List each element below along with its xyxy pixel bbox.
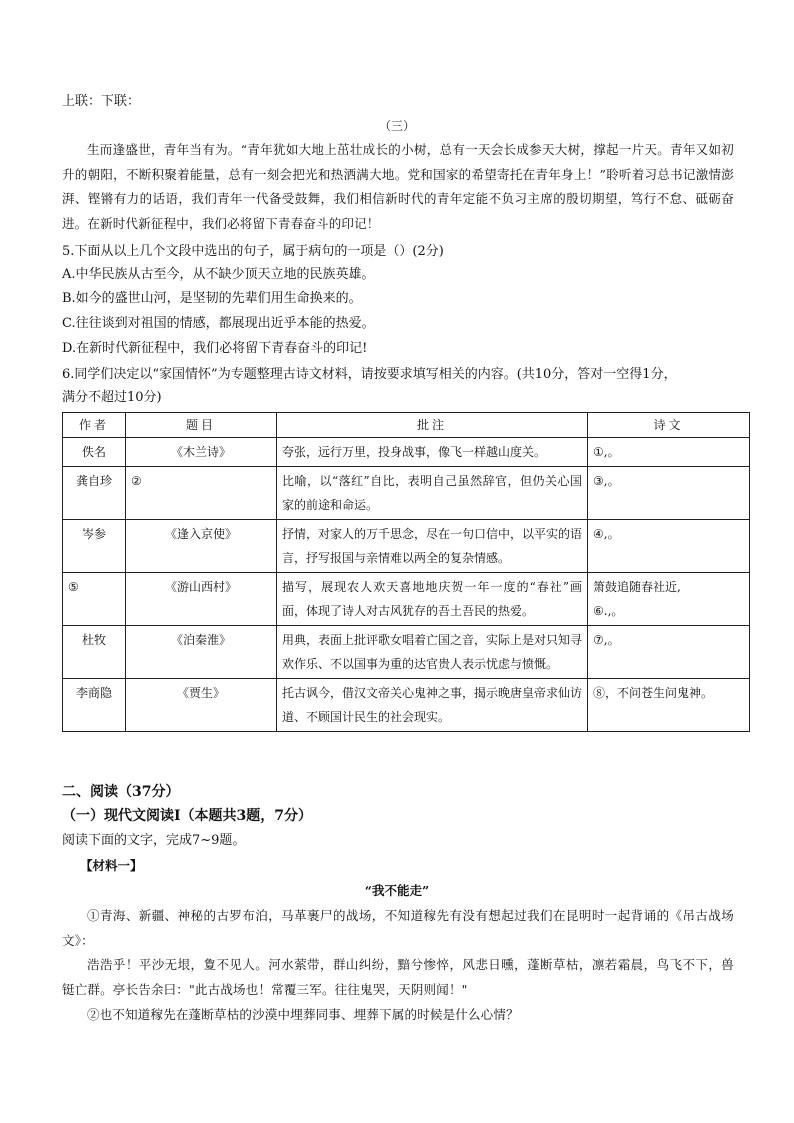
q6-stem-line1: 6.同学们决定以“家国情怀”为专题整理古诗文材料，请按要求填写相关的内容。(共10分，答对一空得1分， xyxy=(62,367,677,382)
material-one-label: 【材料一】 xyxy=(80,858,143,873)
cell-note: 描写，展现农人欢天喜地地庆贺一年一度的“春社”画面，体现了诗人对古风犹存的吾土吾民的热爱。 xyxy=(277,573,588,626)
cell-note: 抒情，对家人的万千思念，尽在一句口信中，以平实的语言，抒写报国与亲情难以两全的复杂情感。 xyxy=(277,520,588,573)
header-title: 题目 xyxy=(126,413,277,438)
table-row xyxy=(63,679,750,732)
article-title: “我不能走” xyxy=(364,883,430,898)
cell-title: 《贾生》 xyxy=(126,679,277,732)
cell-poem: ⑦,。 xyxy=(588,626,750,679)
section-two-heading: 二、阅读（37分） xyxy=(62,784,180,800)
table-header-row xyxy=(63,413,750,438)
article-paragraph-1: ①青海、新疆、神秘的古罗布泊，马革裹尸的战场，不知道稼先有没有想起过我们在昆明时一起背诵的《吊古战场文》： xyxy=(62,908,734,948)
cell-author: 李商隐 xyxy=(63,679,126,732)
cell-title: ② xyxy=(126,467,277,520)
header-poem: 诗文 xyxy=(588,413,750,438)
cell-author: 龚自珍 xyxy=(63,467,126,520)
q5-option-b: B.如今的盛世山河，是坚韧的先辈们用生命换来的。 xyxy=(62,291,362,306)
q5-option-c: C.往往谈到对祖国的情感，都展现出近乎本能的热爱。 xyxy=(62,316,375,331)
couplet-answer-line: 上联：下联： xyxy=(62,94,141,109)
header-author: 作者 xyxy=(63,413,126,438)
cell-author: 岑参 xyxy=(63,520,126,573)
article-paragraph-2: 浩浩乎！平沙无垠，夐不见人。河水萦带，群山纠纷，黯兮惨悴，风悲日曛，蓬断草枯，凛若霜晨，鸟飞不下，兽铤亡群。亭长告余曰："此古战场也！常覆三军。往往鬼哭，天阴则闻！" xyxy=(62,957,734,997)
cell-poem: ④,。 xyxy=(588,520,750,573)
q6-stem-line2: 满分不超过10分) xyxy=(62,390,162,405)
cell-title: 《逢入京使》 xyxy=(126,520,277,573)
cell-note: 比喻，以“落红”自比，表明自己虽然辞官，但仍关心国家的前途和命运。 xyxy=(277,467,588,520)
poetry-table xyxy=(62,412,750,732)
cell-author: 佚名 xyxy=(63,438,126,467)
cell-author: 杜牧 xyxy=(63,626,126,679)
cell-note: 用典，表面上批评歌女唱着亡国之音，实际上是对只知寻欢作乐、不以国事为重的达官贵人表示忧虑与愤慨。 xyxy=(277,626,588,679)
cell-author: ⑤ xyxy=(63,573,126,626)
passage-three: 生而逢盛世，青年当有为。“青年犹如大地上茁壮成长的小树，总有一天会长成参天大树，撑起一片天。青年又如初升的朝阳，不断积聚着能量，总有一刻会把光和热洒满大地。党和国家的希望寄托在青年身上！”聆听着习总书记激情澎湃、铿锵有力的话语，我们青年一代备受鼓舞，我们相信新时代的青年定能不负习主席的殷切期望，笃行不怠、砥砺奋进。在新时代新征程中，我们必将留下青春奋斗的印记！ xyxy=(62,142,734,231)
table-row xyxy=(63,626,750,679)
cell-note: 托古讽今，借汉文帝关心鬼神之事，揭示晚唐皇帝求仙访道、不顾国计民生的社会现实。 xyxy=(277,679,588,732)
table-row xyxy=(63,573,750,626)
cell-poem: 箫鼓追随春社近, ⑥.,。 xyxy=(588,573,750,626)
table-row xyxy=(63,520,750,573)
cell-poem: ③,。 xyxy=(588,467,750,520)
q5-stem: 5.下面从以上几个文段中选出的句子，属于病句的一项是（）(2分) xyxy=(62,244,444,259)
subsection-one-heading: （一）现代文阅读Ⅰ（本题共3题，7分） xyxy=(62,808,313,824)
header-note: 批注 xyxy=(277,413,588,438)
cell-title: 《泊秦淮》 xyxy=(126,626,277,679)
table-row xyxy=(63,467,750,520)
q5-option-d: D.在新时代新征程中，我们必将留下青春奋斗的印记! xyxy=(62,341,368,356)
cell-title: 《木兰诗》 xyxy=(126,438,277,467)
cell-title: 《游山西村》 xyxy=(126,573,277,626)
cell-poem: ①,。 xyxy=(588,438,750,467)
q5-option-a: A.中华民族从古至今，从不缺少顶天立地的民族英雄。 xyxy=(62,267,375,282)
table-row xyxy=(63,438,750,467)
cell-note: 夸张，远行万里，投身战事，像飞一样越山度关。 xyxy=(277,438,588,467)
cell-poem: ⑧，不问苍生问鬼神。 xyxy=(588,679,750,732)
article-paragraph-3: ②也不知道稼先在蓬断草枯的沙漠中埋葬同事、埋葬下属的时候是什么心情？ xyxy=(87,1007,519,1022)
reading-instruction: 阅读下面的文字，完成7~9题。 xyxy=(62,833,246,848)
section-three-heading: （三） xyxy=(378,119,415,133)
